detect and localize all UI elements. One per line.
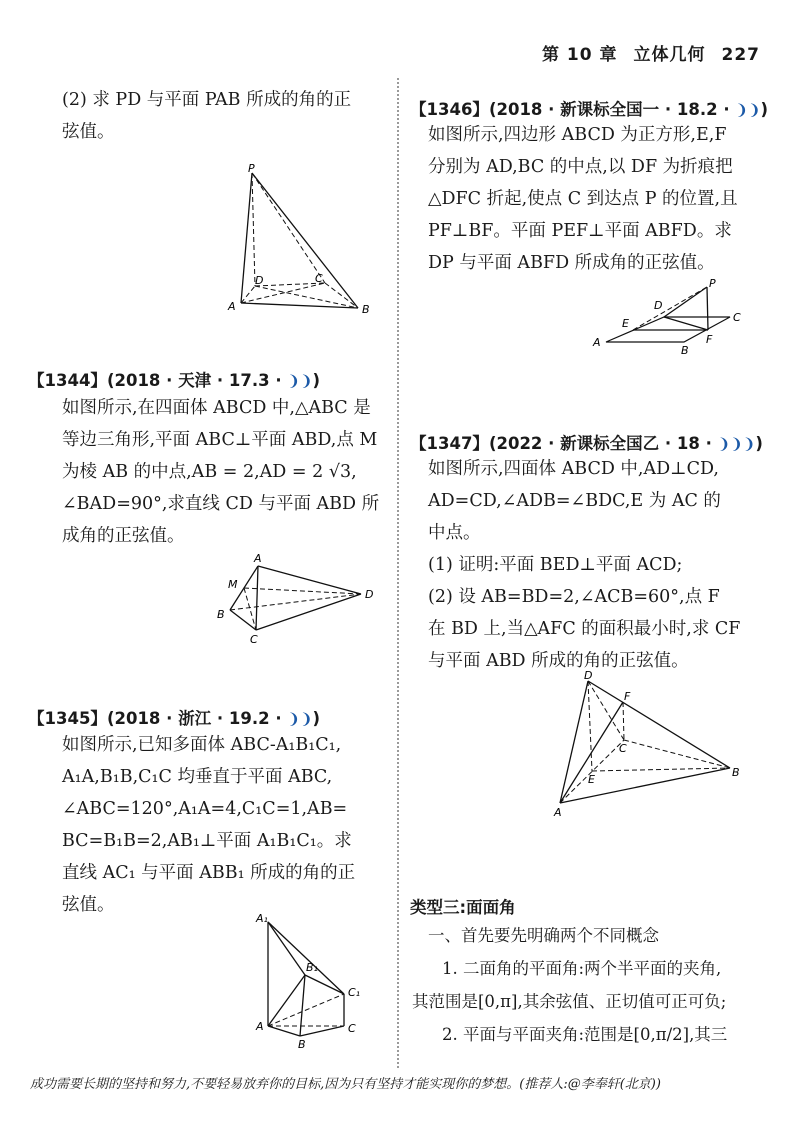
edge-fc	[623, 702, 624, 740]
problem-1345-title: 【1345】(2018 · 浙江 · 19.2 · ❩❩)	[28, 709, 321, 728]
edge-b1b	[300, 975, 305, 1036]
chapter-title: 立体几何	[633, 45, 706, 65]
problem-1347-body	[428, 453, 740, 677]
label-a: A	[256, 1020, 264, 1033]
text-line: 如图所示,四边形 ABCD 为正方形,E,F	[428, 125, 727, 145]
problem-source: (2018 · 天津 · 17.3 ·	[106, 371, 288, 390]
edge-ab	[241, 303, 358, 308]
problem-number: 【1347】	[410, 434, 489, 453]
edge-pf	[707, 287, 708, 330]
text-line: (1) 证明:平面 BED⊥平面 ACD;	[428, 555, 683, 575]
figure-folded-square	[590, 275, 750, 355]
text-line: 1. 二面角的平面角:两个半平面的夹角,	[442, 959, 722, 978]
difficulty-icon: ❩❩	[735, 101, 761, 119]
edge-mc	[244, 588, 256, 630]
text-line: 一、首先要先明确两个不同概念	[428, 926, 659, 945]
text-line: 2. 平面与平面夹角:范围是[0,π/2],其三	[442, 1025, 728, 1044]
figure-tetrahedron-ef	[548, 668, 748, 818]
label-a: A	[254, 552, 262, 565]
edge-ab	[268, 1026, 300, 1036]
label-p: P	[248, 162, 255, 175]
text-line: PF⊥BF。平面 PEF⊥平面 ABFD。求	[428, 221, 732, 241]
text-line: 直线 AC₁ 与平面 ABB₁ 所成的角的正	[62, 863, 356, 883]
problem-number: 【1344】	[28, 371, 107, 390]
problem-number: 【1346】	[410, 100, 489, 119]
problem-1344-body	[62, 392, 379, 552]
difficulty-icon: ❩❩❩	[717, 435, 756, 453]
text-line: AD=CD,∠ADB=∠BDC,E 为 AC 的	[428, 491, 721, 511]
label-b1: B₁	[306, 961, 318, 974]
running-header	[526, 40, 760, 65]
label-c: C	[619, 742, 627, 755]
label-b: B	[298, 1038, 306, 1048]
edge-b1c1	[305, 975, 344, 994]
edge-ab	[560, 768, 730, 803]
label-d: D	[584, 669, 593, 682]
problem-1344-title: 【1344】(2018 · 天津 · 17.3 · ❩❩)	[28, 371, 321, 390]
label-p: P	[709, 277, 716, 290]
edge-ad	[258, 566, 361, 594]
problem-1345-body	[62, 729, 355, 921]
column-divider	[397, 78, 399, 1068]
difficulty-icon: ❩❩	[287, 372, 313, 390]
edge-ac	[560, 740, 624, 803]
text-line: △DFC 折起,使点 C 到达点 P 的位置,且	[428, 189, 738, 209]
edge-pd	[252, 173, 255, 286]
text-line: 如图所示,四面体 ABCD 中,AD⊥CD,	[428, 459, 719, 479]
text-line: 在 BD 上,当△AFC 的面积最小时,求 CF	[428, 619, 741, 639]
text-line: 为棱 AB 的中点,AB = 2,AD = 2 √3,	[62, 462, 357, 482]
text-line: 其范围是[0,π],其余弦值、正切值可正可负;	[412, 992, 727, 1011]
label-b: B	[217, 608, 225, 621]
page-number: 227	[721, 45, 760, 65]
edge-cb	[624, 740, 730, 768]
figure-tetrahedron-abcd	[210, 548, 380, 648]
label-a: A	[593, 336, 601, 349]
label-f: F	[706, 333, 713, 346]
edge-da	[560, 681, 588, 803]
difficulty-icon: ❩❩	[287, 710, 313, 728]
label-a: A	[228, 300, 236, 313]
edge-ac	[256, 566, 258, 630]
edge-ep	[633, 287, 707, 330]
label-c: C	[250, 633, 258, 646]
text-line: 中点。	[428, 523, 481, 543]
text-line: 弦值。	[62, 122, 115, 142]
edge-bc	[300, 1026, 344, 1036]
edge-a1c1	[268, 922, 344, 994]
edge-cd	[256, 594, 361, 630]
edge-eb	[592, 768, 730, 771]
label-e: E	[622, 317, 629, 330]
label-f: F	[624, 690, 631, 703]
edge-dp	[664, 287, 707, 317]
figure-pyramid-pab	[225, 160, 385, 320]
text-line: ∠BAD=90°,求直线 CD 与平面 ABD 所	[62, 494, 380, 514]
problem-1347-title: 【1347】(2022 · 新课标全国乙 · 18 · ❩❩❩)	[410, 434, 763, 453]
text-line: DP 与平面 ABFD 所成角的正弦值。	[428, 253, 715, 273]
intro-text	[62, 84, 351, 148]
label-a: A	[554, 806, 562, 818]
edge-ac	[241, 283, 325, 303]
figure-prism	[248, 908, 388, 1048]
text-line: 如图所示,在四面体 ABCD 中,△ABC 是	[62, 398, 371, 418]
text-line: 等边三角形,平面 ABC⊥平面 ABD,点 M	[62, 430, 378, 450]
label-d: D	[654, 299, 663, 312]
text-line: 弦值。	[62, 895, 115, 915]
text-line: (2) 求 PD 与平面 PAB 所成的角的正	[62, 90, 352, 110]
edge-dc	[588, 681, 624, 740]
text-line: BC=B₁B=2,AB₁⊥平面 A₁B₁C₁。求	[62, 831, 352, 851]
label-b: B	[362, 303, 370, 316]
text-line: (2) 设 AB=BD=2,∠ACB=60°,点 F	[428, 587, 720, 607]
problem-1346-body	[428, 119, 738, 279]
label-d: D	[255, 274, 264, 287]
edge-a1b1	[268, 922, 305, 975]
label-d: D	[365, 588, 374, 601]
label-c: C	[348, 1022, 356, 1035]
label-e: E	[588, 773, 595, 786]
section-body	[412, 919, 728, 1051]
label-a1: A₁	[256, 912, 268, 925]
text-line: 如图所示,已知多面体 ABC-A₁B₁C₁,	[62, 735, 342, 755]
label-c1: C₁	[348, 986, 361, 999]
text-line: 成角的正弦值。	[62, 526, 185, 546]
label-c: C	[733, 311, 741, 324]
edge-df	[664, 317, 708, 330]
text-line: 分别为 AD,BC 的中点,以 DF 为折痕把	[428, 157, 733, 177]
problem-source: (2018 · 新课标全国一 · 18.2 ·	[488, 100, 736, 119]
problem-number: 【1345】	[28, 709, 107, 728]
problem-source: (2018 · 浙江 · 19.2 ·	[106, 709, 288, 728]
edge-pa	[241, 173, 252, 303]
problem-source: (2022 · 新课标全国乙 · 18 ·	[488, 434, 718, 453]
footer-quote: 成功需要长期的坚持和努力,不要轻易放弃你的目标,因为只有坚持才能实现你的梦想。(推荐人:@李奉轩(北京))	[30, 1077, 661, 1092]
label-b: B	[681, 344, 689, 355]
chapter-number: 第 10 章	[542, 45, 618, 65]
text-line: ∠ABC=120°,A₁A=4,C₁C=1,AB=	[62, 799, 348, 819]
label-m: M	[228, 578, 238, 591]
section-heading: 类型三:面面角	[410, 898, 516, 917]
problem-1346-title: 【1346】(2018 · 新课标全国一 · 18.2 · ❩❩)	[410, 100, 769, 119]
label-c: C	[315, 272, 323, 285]
edge-bc	[230, 610, 256, 630]
label-b: B	[732, 766, 740, 779]
edge-af	[560, 702, 623, 803]
edge-pc	[252, 173, 325, 283]
text-line: A₁A,B₁B,C₁C 均垂直于平面 ABC,	[62, 767, 333, 787]
text-line: 与平面 ABD 所成的角的正弦值。	[428, 651, 689, 671]
